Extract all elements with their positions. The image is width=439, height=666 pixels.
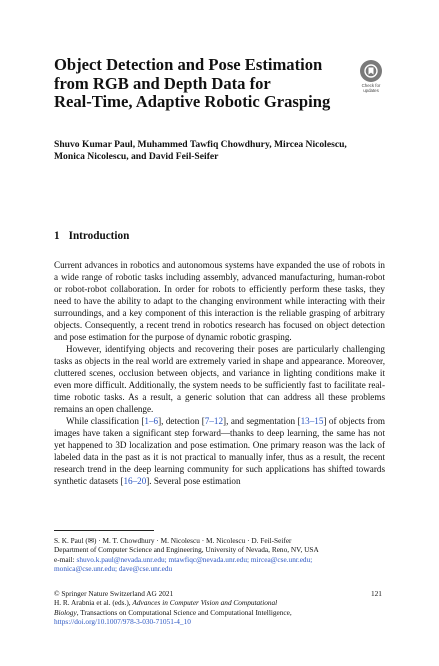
citation-link[interactable]: 1–6 xyxy=(144,416,159,426)
author-footnote xyxy=(54,536,394,574)
badge-label: Check for updates xyxy=(361,83,381,93)
paper-title xyxy=(54,56,354,112)
author-list xyxy=(54,139,394,163)
title-line: from RGB and Depth Data for xyxy=(54,73,271,93)
author-line: Monica Nicolescu, and David Feil-Seifer xyxy=(54,151,219,162)
footnote-divider xyxy=(54,530,154,531)
email-link[interactable]: shuvo.k.paul@nevada.unr.edu; mtawfiqc@nevada.unr.edu; mircea@cse.unr.edu; xyxy=(76,554,313,564)
email-link[interactable]: monica@cse.unr.edu; dave@cse.unr.edu xyxy=(54,564,173,574)
title-line: Real-Time, Adaptive Robotic Grasping xyxy=(54,92,331,111)
citation-line xyxy=(54,598,394,607)
bookmark-icon xyxy=(360,60,382,82)
footnote-emails xyxy=(54,555,394,564)
book-title: Biology xyxy=(54,607,77,617)
section-heading xyxy=(54,230,129,242)
series: , Transactions on Computational Science and Computational Intelligence, xyxy=(76,607,292,617)
email-prefix: e-mail: xyxy=(54,554,77,564)
body-text xyxy=(54,259,385,487)
footnote-names: S. K. Paul (✉) · M. T. Chowdhury · M. Nicolescu · M. Nicolescu · D. Feil-Seifer xyxy=(54,536,292,545)
section-title: Introduction xyxy=(68,230,130,242)
text-run: ]. Several pose estimation xyxy=(146,476,241,486)
paragraph: Current advances in robotics and autonomous systems have expanded the use of robots in a wide range of robotic tasks including assembly, advanced manufacturing, human-robot or robot-robot collaboration. In order for robots to efficiently perform these tasks, they need to have the ability to adapt to the changing environment while interacting with their surroundings, and a key component of this interaction is the reliable grasping of arbitrary objects. Consequently, a recent trend in robotics research has focused on object detection and pose estimation for the purpose of dynamic robotic grasping. xyxy=(54,260,385,342)
citation-line xyxy=(54,608,394,617)
paragraph xyxy=(54,415,385,487)
author-line: Shuvo Kumar Paul, Muhammed Tawfiq Chowdhury, Mircea Nicolescu, xyxy=(54,139,347,150)
text-run: While classification [ xyxy=(66,416,145,426)
citation-link[interactable]: 13–15 xyxy=(300,416,324,426)
check-for-updates-badge[interactable] xyxy=(357,60,385,93)
citation-link[interactable]: 16–20 xyxy=(123,476,147,486)
copyright: © Springer Nature Switzerland AG 2021 xyxy=(54,589,174,598)
page-number: 121 xyxy=(371,589,382,598)
title-line: Object Detection and Pose Estimation xyxy=(54,55,323,74)
text-run: ], detection [ xyxy=(158,416,205,426)
publication-info xyxy=(54,589,394,627)
book-title: Advances in Computer Vision and Computational xyxy=(132,598,278,608)
text-run: ], and segmentation [ xyxy=(223,416,301,426)
citation-link[interactable]: 7–12 xyxy=(204,416,224,426)
text-run: ] of objects from images have taken a significant step forward—thanks to deep learning, the same has not yet happened to 3D localization and pose estimation. One primary reason was the lack of labeled data in the past as it is not practical to manually infer, thus as a result, the recent research trend in the deep learning community for such applications has shifted towards synthetic datasets [ xyxy=(54,416,385,486)
section-number: 1 xyxy=(54,230,60,242)
paragraph: However, identifying objects and recovering their poses are particularly challenging tasks as objects in the real world are extremely varied in shape and appearance. Moreover, cluttered scenes, occlusion between objects, and variance in lighting conditions make it even more difficult. Additionally, the system needs to be sufficiently fast to facilitate real-time robotic tasks. As a result, a generic solution that can address all these problems remains an open challenge. xyxy=(54,344,385,414)
doi-link[interactable]: https://doi.org/10.1007/978-3-030-71051-4_10 xyxy=(54,617,191,627)
editors: H. R. Arabnia et al. (eds.), xyxy=(54,598,133,608)
footnote-affiliation: Department of Computer Science and Engineering, University of Nevada, Reno, NV, USA xyxy=(54,545,319,555)
